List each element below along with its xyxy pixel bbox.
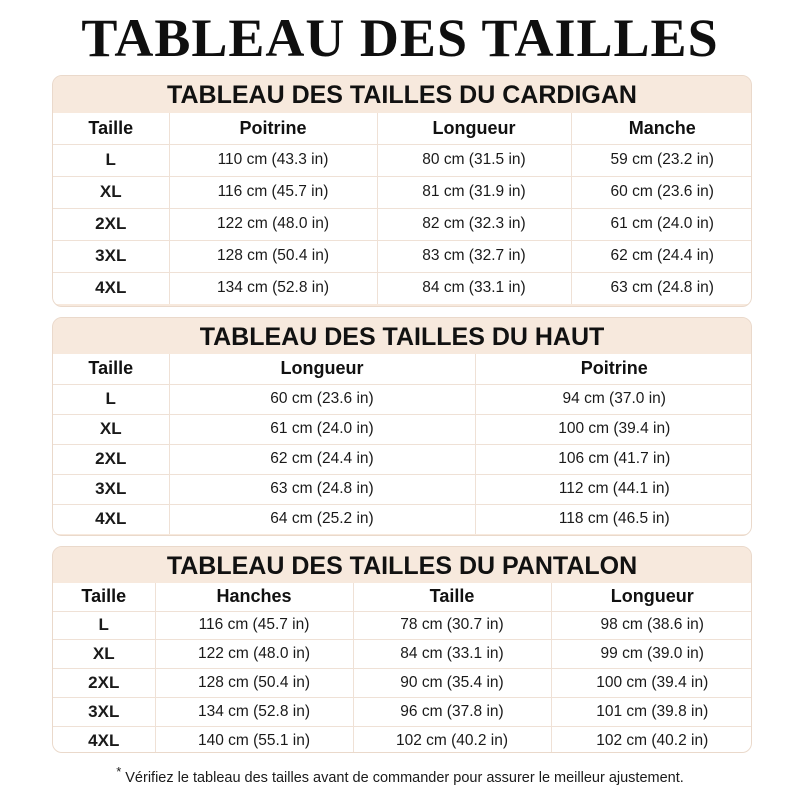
column-header-chest: Poitrine [169,113,377,144]
column-header-waist: Taille [353,583,551,611]
table-header-row [53,583,752,611]
footnote-text: Vérifiez le tableau des tailles avant de commander pour assurer le meilleur ajustement. [125,769,684,786]
table-row [53,639,752,668]
pants-size-chart [52,546,752,753]
column-header-size: Taille [53,113,169,144]
chest-cell: 128 cm (50.4 in) [169,240,377,272]
length-cell: 98 cm (38.6 in) [551,611,752,639]
length-cell: 82 cm (32.3 in) [377,208,571,240]
length-cell: 101 cm (39.8 in) [551,697,752,726]
column-header-length: Longueur [377,113,571,144]
size-cell: 2XL [53,444,169,474]
length-cell: 100 cm (39.4 in) [551,668,752,697]
size-cell: L [53,384,169,414]
table-row [53,726,752,753]
length-cell: 84 cm (33.1 in) [377,272,571,304]
length-cell: 63 cm (24.8 in) [169,474,475,504]
sleeve-cell: 63 cm (24.8 in) [610,279,714,297]
waist-cell: 102 cm (40.2 in) [353,726,551,753]
size-cell: XL [53,176,169,208]
table-row [53,504,752,534]
size-cell: 3XL [53,697,155,726]
length-cell: 60 cm (23.6 in) [169,384,475,414]
sleeve-cell: 60 cm (23.6 in) [571,176,752,208]
footnote-asterisk: * [116,764,122,779]
hips-cell: 134 cm (52.8 in) [155,697,353,726]
length-cell: 62 cm (24.4 in) [169,444,475,474]
table-row [53,668,752,697]
size-cell: 2XL [53,668,155,697]
chest-cell: 94 cm (37.0 in) [475,384,752,414]
length-cell: 99 cm (39.0 in) [551,639,752,668]
column-header-sleeve: Manche [571,113,752,144]
hips-cell: 140 cm (55.1 in) [155,726,353,753]
sleeve-cell: 59 cm (23.2 in) [571,144,752,176]
size-cell: L [53,144,169,176]
waist-cell: 78 cm (30.7 in) [353,611,551,639]
column-header-chest: Poitrine [475,354,752,384]
length-cell: 83 cm (32.7 in) [377,240,571,272]
column-header-length: Longueur [169,354,475,384]
column-header-size: Taille [53,583,155,611]
sleeve-cell: 61 cm (24.0 in) [571,208,752,240]
length-cell: 61 cm (24.0 in) [169,414,475,444]
chest-cell: 116 cm (45.7 in) [169,176,377,208]
table-row [53,208,752,240]
table-row [53,144,752,176]
column-header-size: Taille [53,354,169,384]
size-cell: XL [53,414,169,444]
cardigan-size-table [53,113,752,304]
footnote [0,764,800,786]
table-row [53,444,752,474]
size-cell: 4XL [53,504,169,534]
pants-chart-title: TABLEAU DES TAILLES DU PANTALON [53,547,751,583]
table-row [53,384,752,414]
size-cell: L [53,611,155,639]
table-header-row [53,354,752,384]
size-cell: 3XL [53,240,169,272]
table-row [53,474,752,504]
table-row [53,611,752,639]
table-row [53,697,752,726]
size-cell: 3XL [53,474,169,504]
column-header-length: Longueur [551,583,752,611]
table-row [53,272,752,304]
chest-cell: 112 cm (44.1 in) [475,474,752,504]
size-cell: 4XL [53,726,155,753]
hips-cell: 128 cm (50.4 in) [155,668,353,697]
table-row [53,240,752,272]
chest-cell: 106 cm (41.7 in) [475,444,752,474]
column-header-hips: Hanches [155,583,353,611]
length-cell: 80 cm (31.5 in) [377,144,571,176]
page-title: TABLEAU DES TAILLES [81,8,719,68]
hips-cell: 122 cm (48.0 in) [155,639,353,668]
chest-cell: 118 cm (46.5 in) [558,510,670,528]
waist-cell: 84 cm (33.1 in) [353,639,551,668]
length-cell: 64 cm (25.2 in) [169,504,475,534]
chest-cell: 110 cm (43.3 in) [169,144,377,176]
top-size-chart [52,317,752,536]
waist-cell: 90 cm (35.4 in) [353,668,551,697]
waist-cell: 96 cm (37.8 in) [353,697,551,726]
pants-size-table [53,583,752,753]
hips-cell: 116 cm (45.7 in) [155,611,353,639]
top-size-table [53,354,752,534]
sleeve-cell: 62 cm (24.4 in) [571,240,752,272]
cardigan-chart-title: TABLEAU DES TAILLES DU CARDIGAN [53,76,751,113]
cardigan-size-chart [52,75,752,307]
table-row [53,414,752,444]
chest-cell: 100 cm (39.4 in) [475,414,752,444]
chest-cell: 122 cm (48.0 in) [169,208,377,240]
length-cell: 102 cm (40.2 in) [596,731,709,749]
top-chart-title: TABLEAU DES TAILLES DU HAUT [53,318,751,354]
table-header-row [53,113,752,144]
length-cell: 81 cm (31.9 in) [377,176,571,208]
size-cell: 2XL [53,208,169,240]
size-cell: 4XL [53,272,169,304]
size-cell: XL [53,639,155,668]
chest-cell: 134 cm (52.8 in) [169,272,377,304]
table-row [53,176,752,208]
